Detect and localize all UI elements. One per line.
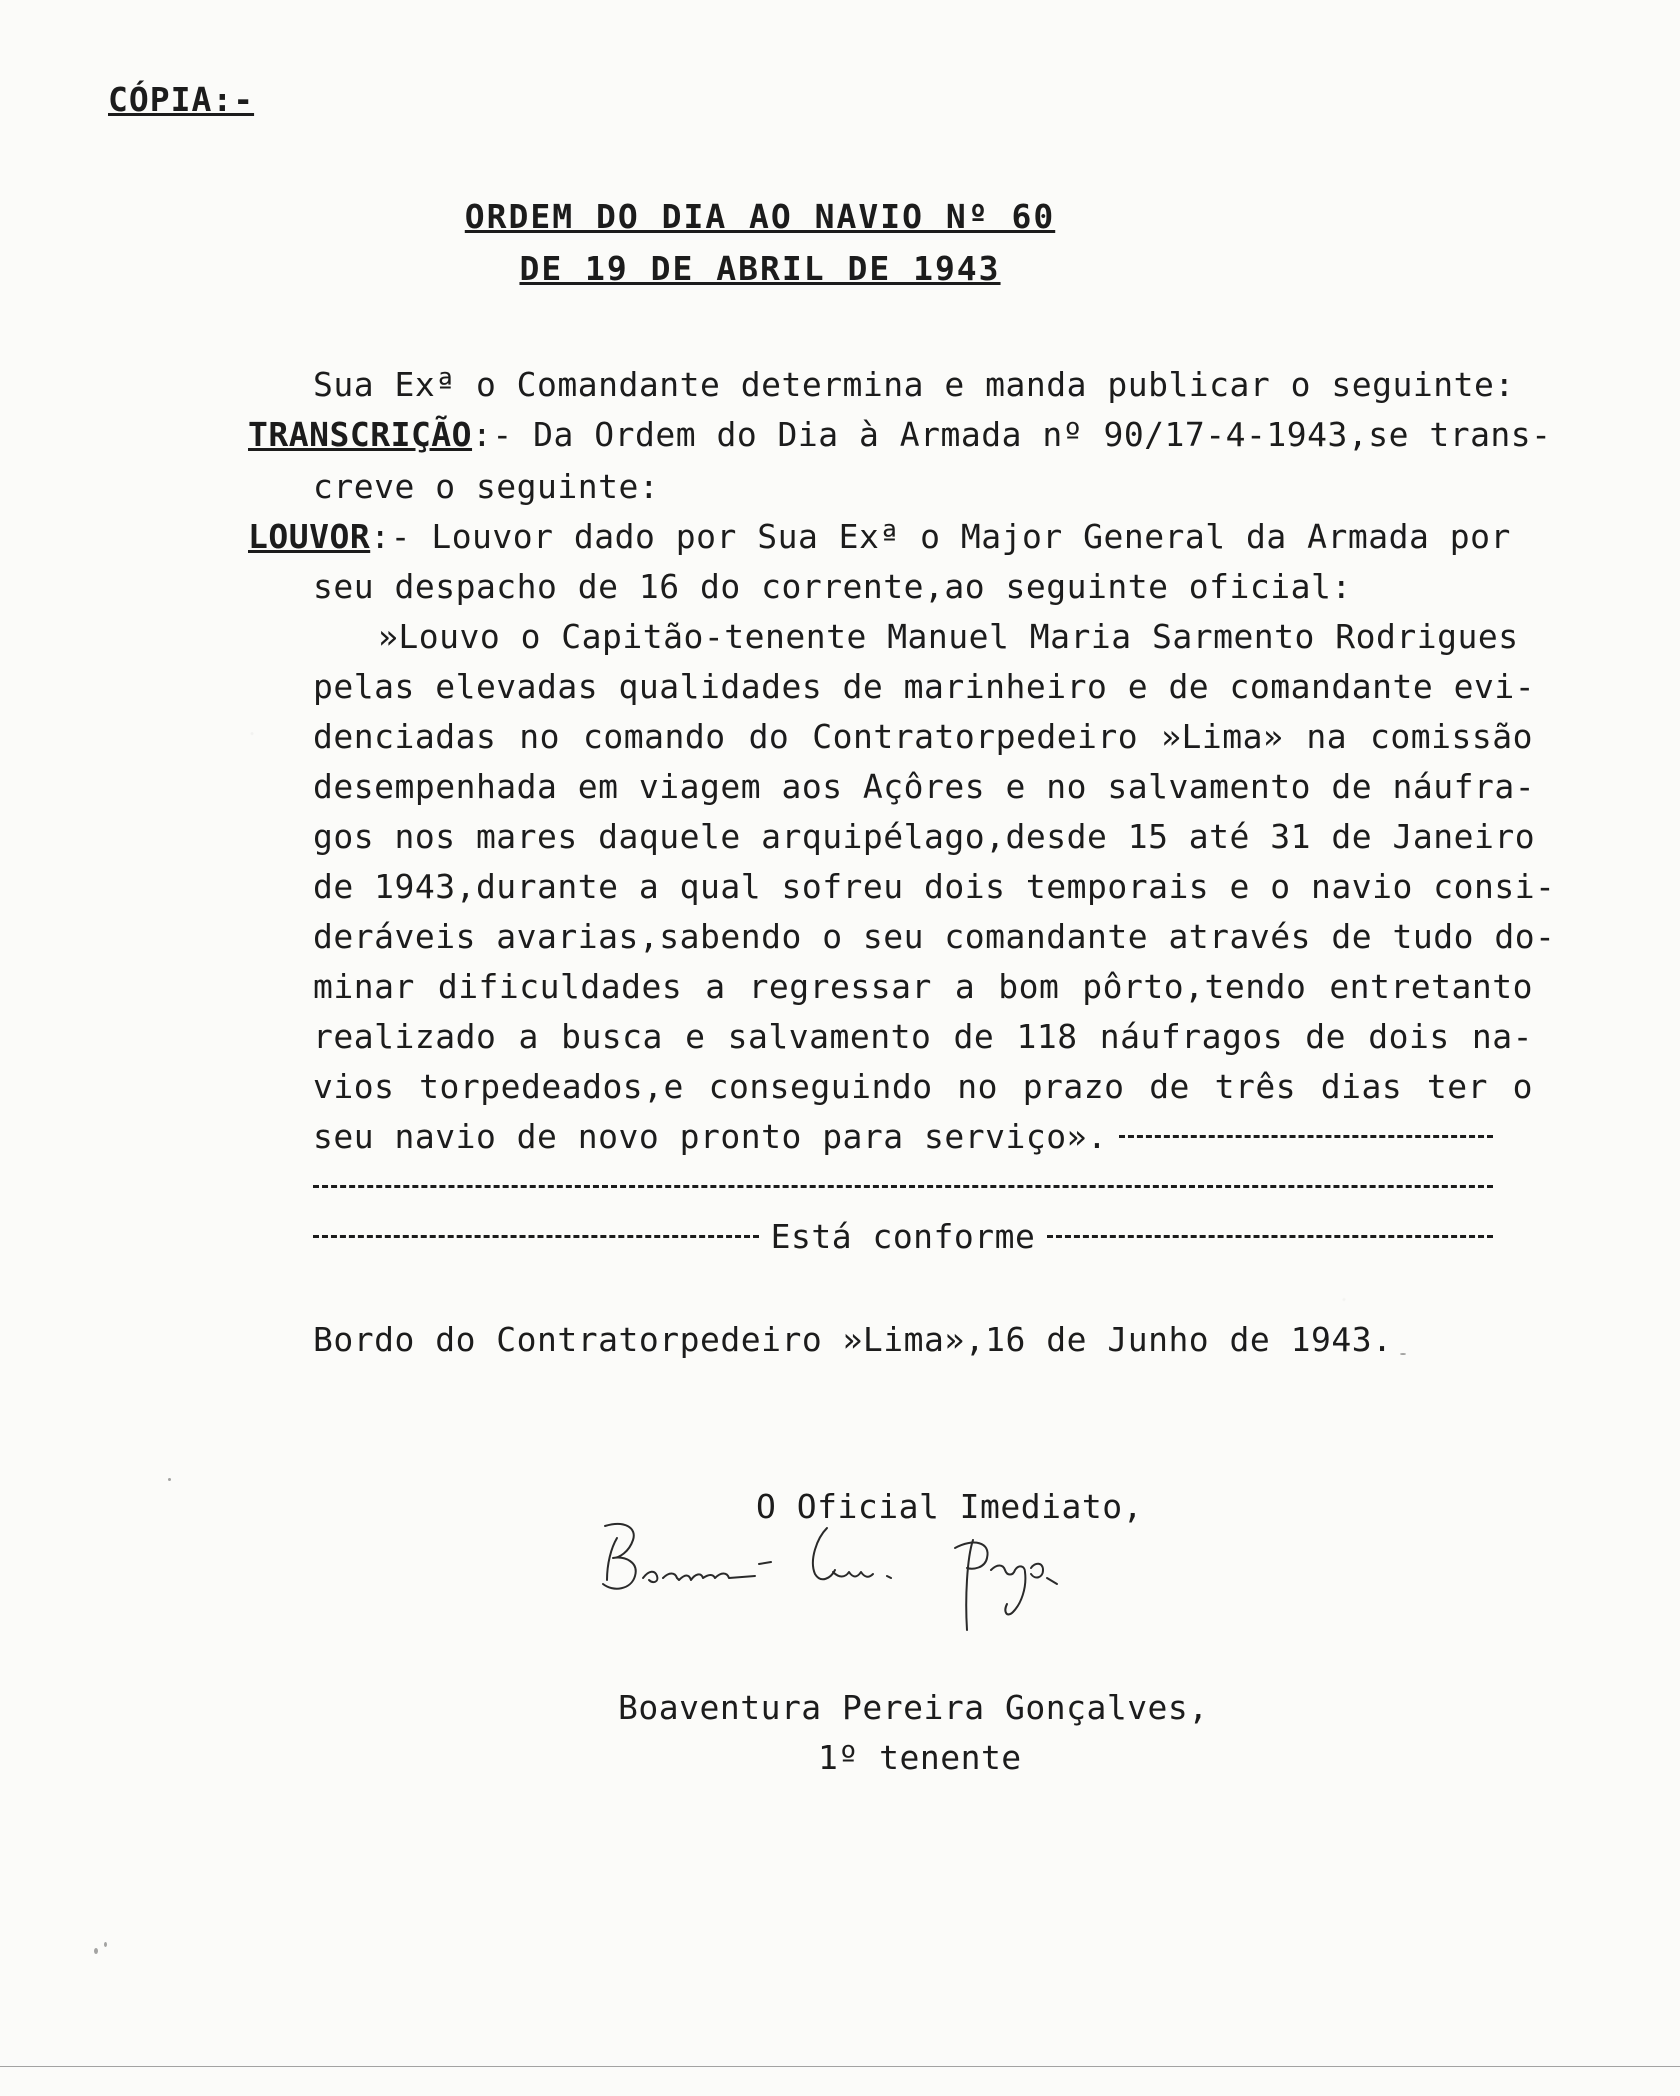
louvor-label: LOUVOR [248,517,371,556]
quote-line: deráveis avarias,sabendo o seu comandante através de tudo do- [313,917,1556,956]
place-date-line: Bordo do Contratorpedeiro »Lima»,16 de Junho de 1943. [313,1320,1393,1359]
esta-conforme-line [313,1212,1493,1262]
dash-filler [1047,1235,1493,1240]
dash-filler [313,1185,1493,1190]
quote-line: »Louvo o Capitão-tenente Manuel Maria Sarmento Rodrigues [378,617,1519,656]
dash-filler [313,1235,759,1240]
transcricao-line [248,410,1552,460]
louvor-line [248,512,1511,562]
quote-last-line [313,1112,1493,1162]
quote-line: vios torpedeados,e conseguindo no prazo de três dias ter o [313,1067,1533,1106]
quote-line: denciadas no comando do Contratorpedeiro »Lima» na comissão [313,717,1533,756]
louvor-continuation: seu despacho de 16 do corrente,ao seguinte oficial: [313,567,1352,606]
copy-label: CÓPIA:- [108,80,255,119]
handwritten-signature [595,1518,1135,1638]
paper-speck [1400,1353,1406,1355]
quote-line-last: seu navio de novo pronto para serviço». [313,1117,1108,1156]
esta-conforme-text: Está conforme [770,1217,1036,1256]
louvor-text: :- Louvor dado por Sua Exª o Major General da Armada por [370,517,1511,556]
dash-filler [1119,1135,1493,1140]
paper-speck [168,1478,171,1481]
officer-title: O Oficial Imediato, [756,1487,1143,1526]
order-title: ORDEM DO DIA AO NAVIO Nº 60 [464,197,1056,236]
quote-line: de 1943,durante a qual sofreu dois temporais e o navio consi- [313,867,1556,906]
transcricao-text: :- Da Ordem do Dia à Armada nº 90/17-4-1943,se trans- [472,415,1552,454]
signer-name: Boaventura Pereira Gonçalves, [618,1688,1209,1727]
signer-rank: 1º tenente [818,1738,1022,1777]
transcricao-label: TRANSCRIÇÃO [248,415,473,454]
quote-line: pelas elevadas qualidades de marinheiro e de comandante evi- [313,667,1536,706]
intro-paragraph: Sua Exª o Comandante determina e manda publicar o seguinte: [313,365,1515,404]
transcricao-continuation: creve o seguinte: [313,467,660,506]
quote-line: gos nos mares daquele arquipélago,desde 15 até 31 de Janeiro [313,817,1536,856]
order-date: DE 19 DE ABRIL DE 1943 [519,249,1001,288]
page-bottom-edge [0,2066,1680,2069]
paper-speck [104,1942,107,1947]
quote-line: realizado a busca e salvamento de 118 náufragos de dois na- [313,1017,1533,1056]
dash-separator [313,1162,1493,1212]
paper-speck [94,1948,98,1954]
quote-line: minar dificuldades a regressar a bom pôrto,tendo entretanto [313,967,1533,1006]
quote-line: desempenhada em viagem aos Açôres e no salvamento de náufra- [313,767,1536,806]
